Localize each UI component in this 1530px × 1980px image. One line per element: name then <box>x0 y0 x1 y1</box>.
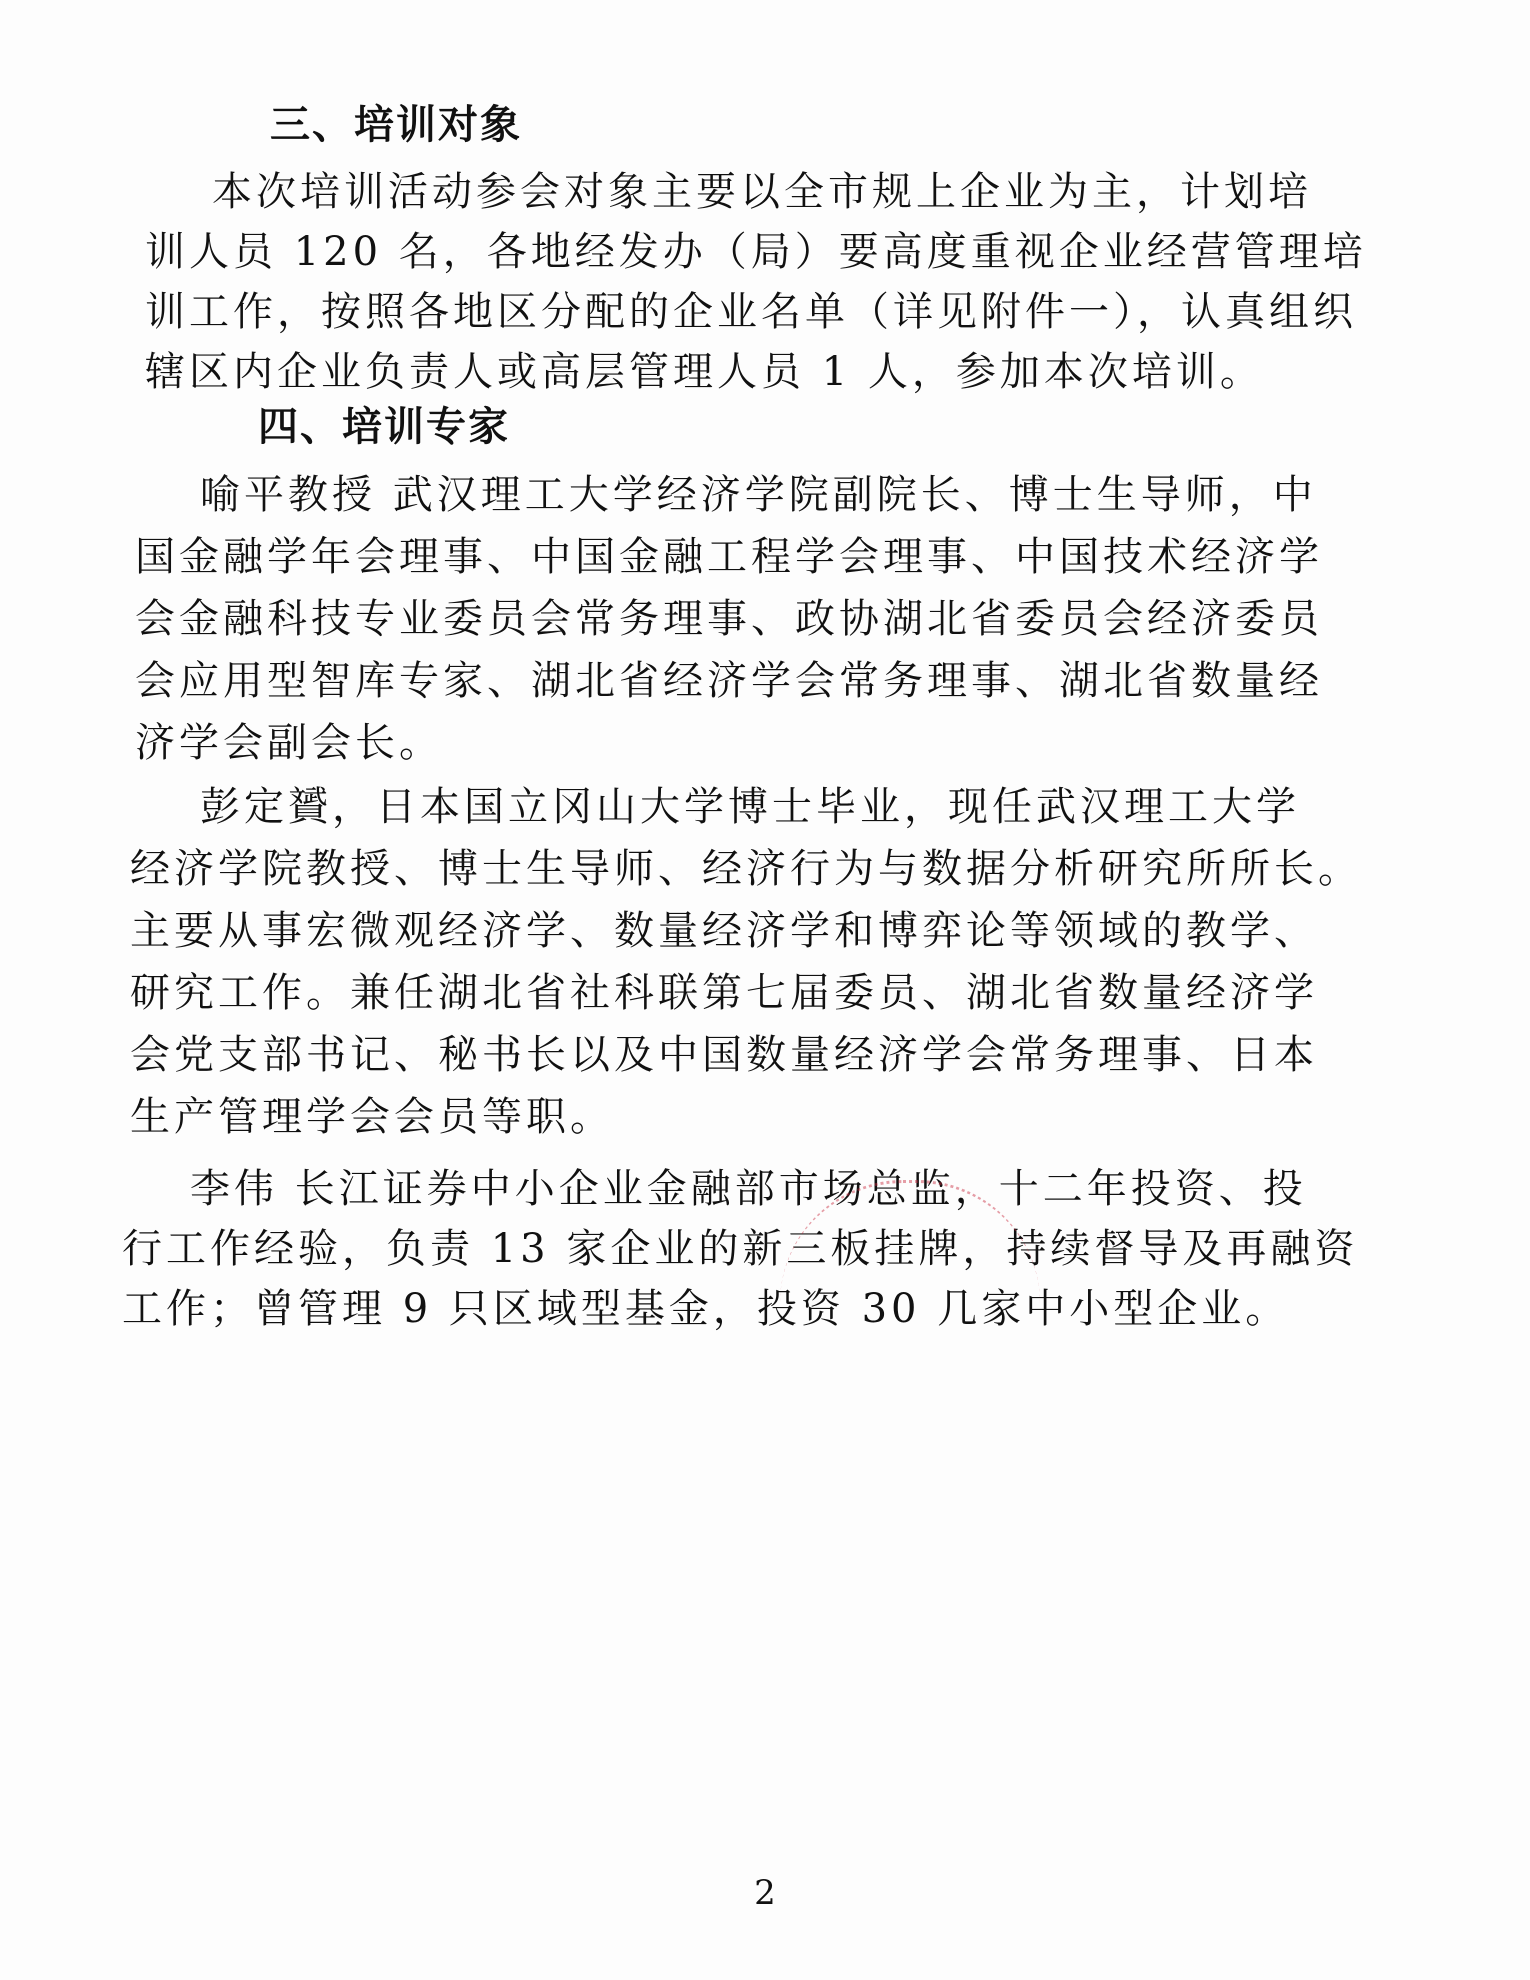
paragraph-line: 喻平教授 武汉理工大学经济学院副院长、博士生导师，中 <box>200 472 1317 518</box>
paragraph-line: 训人员 120 名，各地经发办（局）要高度重视企业经营管理培 <box>145 229 1367 275</box>
paragraph-line: 会党支部书记、秘书长以及中国数量经济学会常务理事、日本 <box>130 1032 1318 1078</box>
section-heading-training-experts: 四、培训专家 <box>258 403 510 450</box>
paragraph-line: 本次培训活动参会对象主要以全市规上企业为主，计划培 <box>212 169 1312 215</box>
paragraph-line: 训工作，按照各地区分配的企业名单（详见附件一），认真组织 <box>145 289 1357 335</box>
paragraph-line: 国金融学年会理事、中国金融工程学会理事、中国技术经济学 <box>135 534 1323 580</box>
paragraph-line: 生产管理学会会员等职。 <box>130 1094 614 1140</box>
page-number: 2 <box>754 1873 776 1913</box>
paragraph-line: 辖区内企业负责人或高层管理人员 1 人，参加本次培训。 <box>145 349 1264 395</box>
paragraph-line: 行工作经验，负责 13 家企业的新三板挂牌，持续督导及再融资 <box>122 1226 1359 1272</box>
paragraph-line: 会应用型智库专家、湖北省经济学会常务理事、湖北省数量经 <box>135 658 1323 704</box>
paragraph-line: 济学会副会长。 <box>135 720 443 766</box>
paragraph-line: 会金融科技专业委员会常务理事、政协湖北省委员会经济委员 <box>135 596 1323 642</box>
paragraph-line: 主要从事宏微观经济学、数量经济学和博弈论等领域的教学、 <box>130 908 1318 954</box>
paragraph-line: 彭定贇，日本国立冈山大学博士毕业，现任武汉理工大学 <box>200 784 1300 830</box>
section-heading-training-targets: 三、培训对象 <box>270 101 522 148</box>
paragraph-line: 经济学院教授、博士生导师、经济行为与数据分析研究所所长。 <box>130 846 1362 892</box>
paragraph-line: 工作；曾管理 9 只区域型基金，投资 30 几家中小型企业。 <box>122 1286 1290 1332</box>
paragraph-line: 研究工作。兼任湖北省社科联第七届委员、湖北省数量经济学 <box>130 970 1318 1016</box>
paragraph-line: 李伟 长江证券中小企业金融部市场总监，十二年投资、投 <box>190 1166 1307 1212</box>
